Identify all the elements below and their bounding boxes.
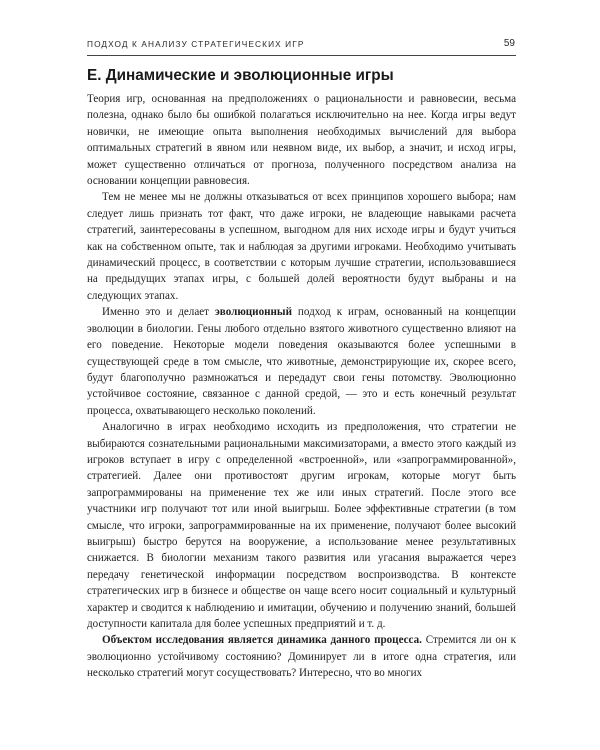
section-title: E. Динамические и эволюционные игры (87, 67, 394, 84)
term-evolutionary: эволюционный (214, 306, 292, 319)
paragraph-5 (87, 632, 516, 681)
paragraph-5-rest: Стремится ли он к эволюционно устойчивому состоянию? Доминирует ли в итоге одна стратегия, или несколько стратегий могут сосуществовать? Интересно, что во многих (87, 634, 516, 680)
research-object-sentence: Объектом исследования является динамика данного процесса. (102, 634, 422, 647)
paragraph-4: Аналогично в играх необходимо исходить из предположения, что стратегии не выбираются сознательными рациональными максимизаторами, а вместо этого каждый из игроков вступает в игру с определенной «встроенной», или «запрограммированной», стратегией. Далее они противостоят другим игрокам, которые могут быть запрограммированы на применение тех же или иных стратегий. После этого все участники игр получают тот или иной выигрыш. Более эффективные стратегии (в том смысле, что игроки, запрограммированные на их применение, получают более высокий выигрыш) быстро берутся на вооружение, а использование менее результативных снижается. В биологии механизм такого развития или угасания выражается через передачу генетической информации посредством воспроизводства. В контексте стратегических игр в бизнесе и обществе он чаще всего носит социальный и культурный характер и сводится к наблюдению и имитации, обучению и получению знаний, большей доступности капитала для более успешных предприятий и т. д. (87, 421, 516, 630)
header-rule (87, 55, 516, 56)
running-head-title: ПОДХОД К АНАЛИЗУ СТРАТЕГИЧЕСКИХ ИГР (87, 39, 305, 49)
paragraph-2: Тем не менее мы не должны отказываться от всех принципов хорошего выбора; нам следует лишь признать тот факт, что даже игроки, не владеющие навыками расчета стратегий, заинтересованы в успешном, выгодном для них исходе игры и будут учиться как на собственном опыте, так и наблюдая за другими игроками. Необходимо учитывать динамический процесс, в соответствии с которым лучшие стратегии, использовавшиеся на предыдущих этапах игры, с большей долей вероятности будут выбраны и на следующих этапах. (87, 191, 516, 302)
paragraph-3-rest: подход к играм, основанный на концепции эволюции в биологии. Гены любого отдельно взятого животного существенно влияют на его поведение. Некоторые модели поведения оказываются более успешными в существующей среде в том смысле, что животные, демонстрирующие их, скорее всего, будут благополучно размножаться и передадут свои гены потомству. Эволюционно устойчивое состояние, связанное с данной средой, — это и есть конечный результат процесса, охватывающего несколько поколений. (87, 306, 516, 417)
paragraph-3-lead: Именно это и делает (102, 306, 215, 319)
page-number: 59 (503, 38, 515, 49)
paragraph-3 (87, 304, 516, 419)
paragraph-1: Теория игр, основанная на предположениях о рациональности и равновесии, весьма полезна, однако было бы ошибкой полагаться исключительно на нее. Когда игры ведут новички, не имеющие опыта выполнения необходимых вычислений для выбора оптимальных стратегий в явном или неявном виде, их выбор, а значит, и исход игры, может существенно отличаться от прогноза, полученного посредством анализа на основании концепции равновесия. (87, 93, 516, 188)
body-text (87, 91, 516, 682)
